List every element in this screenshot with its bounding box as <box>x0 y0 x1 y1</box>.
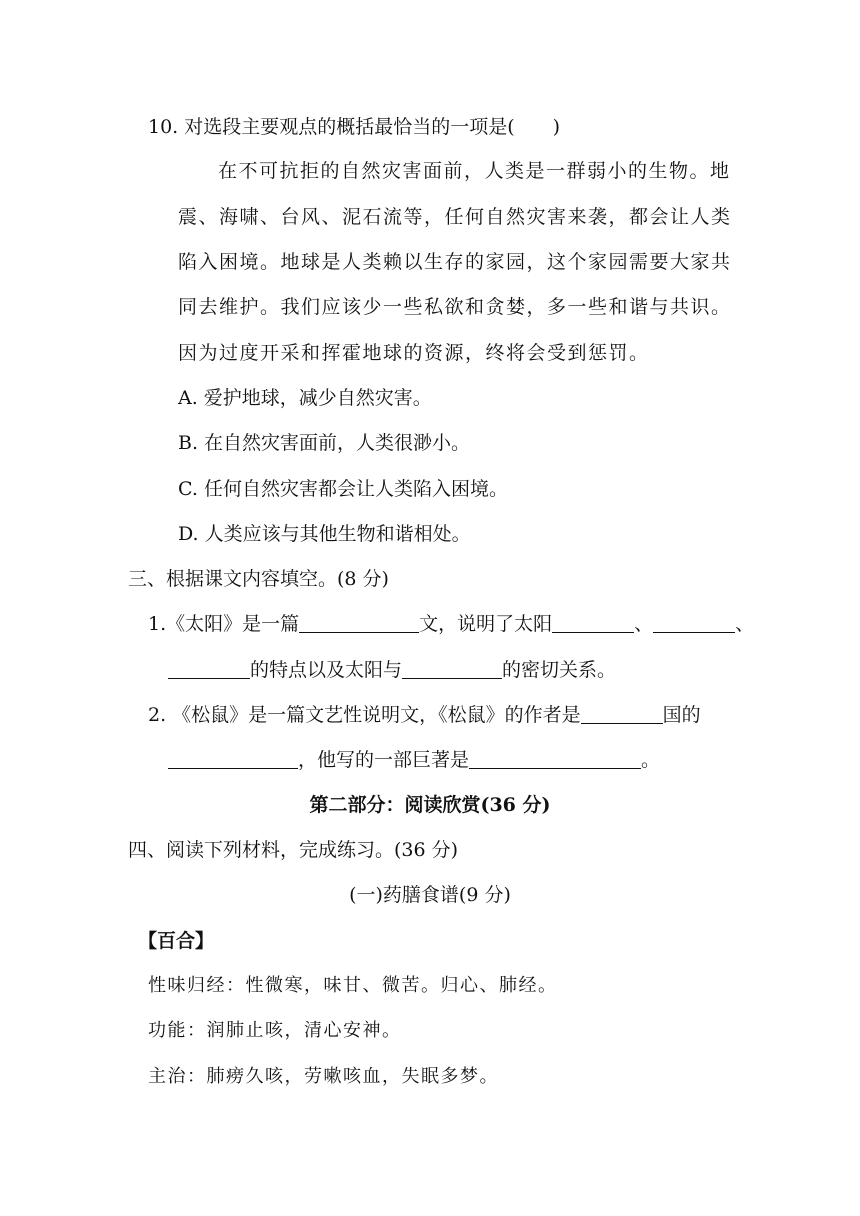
herb-function-line: 功能：润肺止咳，清心安神。 <box>148 1020 402 1041</box>
fill-q1-text-5: 的特点以及太阳与 <box>250 659 403 681</box>
fill-blank[interactable] <box>581 703 663 724</box>
herb-property-line: 性味归经：性微寒，味甘、微苦。归心、肺经。 <box>148 975 558 996</box>
fill-question-2-line-1 <box>148 702 701 728</box>
fill-blank[interactable] <box>168 658 250 679</box>
section-4-title: 四、阅读下列材料，完成练习。(36 分) <box>128 839 459 861</box>
fill-q1-text-4: 、 <box>735 613 755 635</box>
section-3-title: 三、根据课文内容填空。(8 分) <box>128 568 389 590</box>
fill-question-2-line-2 <box>168 747 660 773</box>
fill-question-1-line-1 <box>148 611 754 637</box>
passage-line-4: 同去维护。我们应该少一些私欲和贪婪，多一些和谐与共识。 <box>178 296 732 318</box>
fill-q1-text-6: 的密切关系。 <box>502 659 617 681</box>
fill-q1-text-3: 、 <box>634 613 654 635</box>
fill-blank[interactable] <box>168 748 298 769</box>
passage-line-5: 因为过度开采和挥霍地球的资源，终将会受到惩罚。 <box>178 342 650 364</box>
fill-blank[interactable] <box>469 748 641 769</box>
fill-blank[interactable] <box>402 658 502 679</box>
option-c: C. 任何自然灾害都会让人类陷入困境。 <box>178 478 508 500</box>
part-2-title: 第二部分：阅读欣赏(36 分) <box>309 794 551 816</box>
option-b: B. 在自然灾害面前，人类很渺小。 <box>178 432 471 454</box>
fill-q2-text-1: 2. 《松鼠》是一篇文艺性说明文，《松鼠》的作者是 <box>148 704 581 726</box>
option-a: A. 爱护地球，减少自然灾害。 <box>178 387 432 409</box>
passage-line-2: 震、海啸、台风、泥石流等，任何自然灾害来袭，都会让人类 <box>178 206 732 228</box>
fill-q2-text-3: ，他写的一部巨著是 <box>298 749 470 771</box>
fill-q1-text-2: 文，说明了太阳 <box>419 613 553 635</box>
fill-q2-text-2: 国的 <box>662 704 701 726</box>
fill-question-1-line-2 <box>168 657 616 683</box>
question-10-stem: 10. 对选段主要观点的概括最恰当的一项是( ) <box>148 116 561 138</box>
option-d: D. 人类应该与其他生物和谐相处。 <box>178 523 471 545</box>
passage-line-1: 在不可抗拒的自然灾害面前，人类是一群弱小的生物。地 <box>218 160 731 182</box>
fill-blank[interactable] <box>653 612 735 633</box>
reading-1-title: (一)药膳食谱(9 分) <box>349 884 511 906</box>
herb-title: 【百合】 <box>138 930 215 952</box>
fill-q1-text-1: 1.《太阳》是一篇 <box>148 613 300 635</box>
fill-blank[interactable] <box>552 612 634 633</box>
fill-blank[interactable] <box>299 612 419 633</box>
fill-q2-text-4: 。 <box>641 749 661 771</box>
passage-line-3: 陷入困境。地球是人类赖以生存的家园，这个家园需要大家共 <box>178 251 732 273</box>
herb-indication-line: 主治：肺痨久咳，劳嗽咳血，失眠多梦。 <box>148 1066 499 1087</box>
